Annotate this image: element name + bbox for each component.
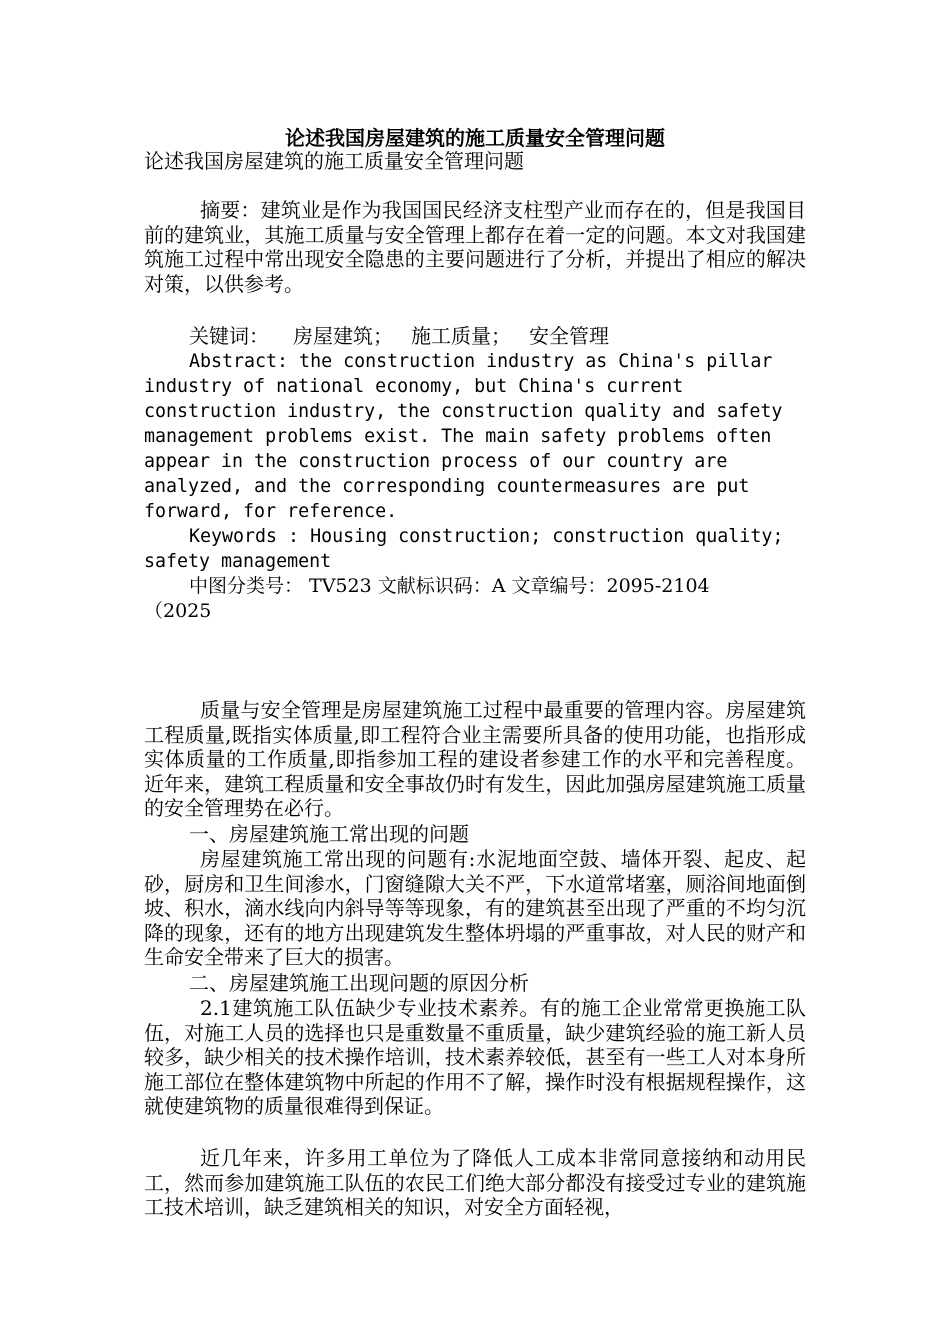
section1-paragraph: 房屋建筑施工常出现的问题有:水泥地面空鼓、墙体开裂、起皮、起砂，厨房和卫生间渗水，门窗缝隙大关不严，下水道常堵塞，厕浴间地面倒坡、积水，滴水线向内斜导等等现象，有的建筑甚至出现了严重的不均匀沉降的现象，还有的地方出现建筑发生整体坍塌的严重事故，对人民的财产和生命安全带来了巨大的损害。 [144,847,806,969]
document-title: 论述我国房屋建筑的施工质量安全管理问题 [285,126,665,150]
abstract-en: Abstract: the construction industry as China's pillar industry of national economy, but China's current construction industry, the construction quality and safety management problems exist. The main safety problems often appear in the construction process of our country are analyzed, and the corresponding countermeasures are put forward, for reference. [144,351,783,522]
section2-heading: 二、房屋建筑施工出现问题的原因分析 [189,971,529,995]
document-subtitle: 论述我国房屋建筑的施工质量安全管理问题 [144,149,524,173]
section2-paragraph-2: 近几年来，许多用工单位为了降低人工成本非常同意接纳和动用民工，然而参加建筑施工队伍的农民工们绝大部分都没有接受过专业的建筑施工技术培训，缺乏建筑相关的知识，对安全方面轻视， [144,1146,806,1219]
keywords-en: Keywords : Housing construction; construction quality; safety management [144,526,784,572]
keywords-cn-label: 关键词： [189,324,269,348]
abstract-cn: 摘要：建筑业是作为我国国民经济支柱型产业而存在的，但是我国目前的建筑业，其施工质量与安全管理上都存在着一定的问题。本文对我国建筑施工过程中常出现安全隐患的主要问题进行了分析，并提出了相应的解决对策，以供参考。 [144,198,806,296]
section2-paragraph: 2.1建筑施工队伍缺少专业技术素养。有的施工企业常常更换施工队伍，对施工人员的选择也只是重数量不重质量，缺少建筑经验的施工新人员较多，缺少相关的技术操作培训，技术素养较低，甚至有一些工人对本身所施工部位在整体建筑物中所起的作用不了解，操作时没有根据规程操作，这就使建筑物的质量很难得到保证。 [144,996,806,1118]
keyword-cn-item: 房屋建筑； [293,324,393,348]
section1-heading: 一、房屋建筑施工常出现的问题 [189,822,469,846]
intro-paragraph: 质量与安全管理是房屋建筑施工过程中最重要的管理内容。房屋建筑工程质量,既指实体质量,即工程符合业主需要所具备的使用功能，也指形成实体质量的工作质量,即指参加工程的建设者参建工作的水平和完善程度。近年来，建筑工程质量和安全事故仍时有发生，因此加强房屋建筑施工质量的安全管理势在必行。 [144,698,806,820]
keywords-cn [189,324,609,348]
keyword-cn-item: 安全管理 [529,324,609,348]
keyword-cn-item: 施工质量； [411,324,511,348]
classification-line: 中图分类号： TV523 文献标识码：A 文章编号：2095-2104（2025 [144,575,710,622]
